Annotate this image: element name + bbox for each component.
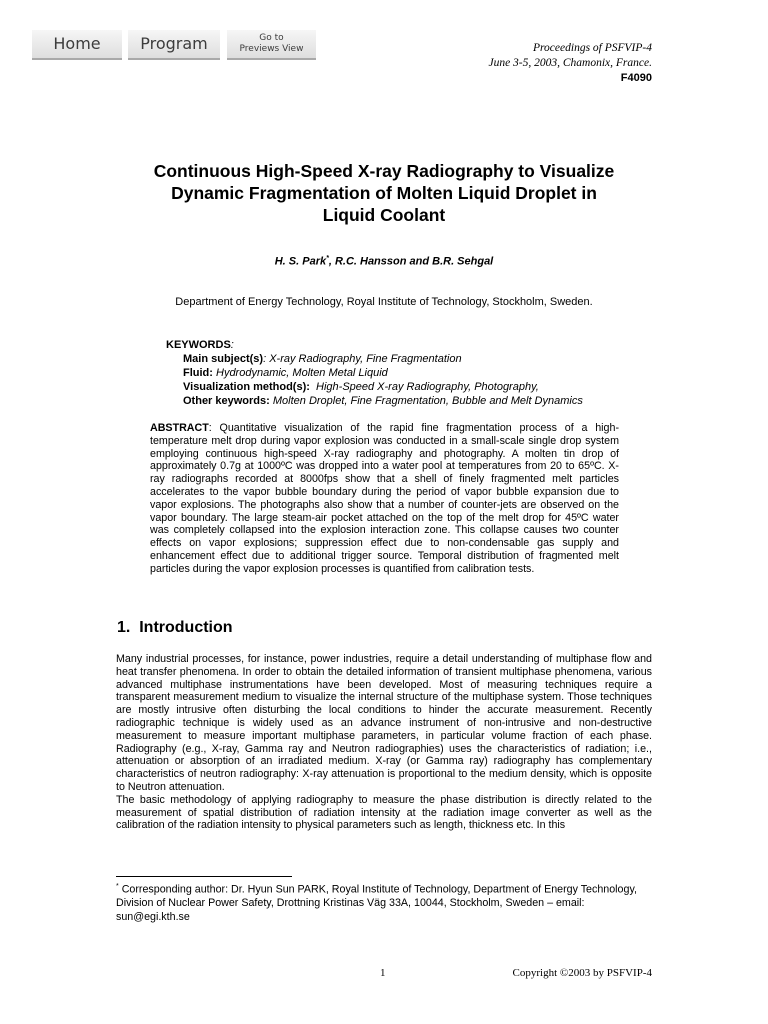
previous-view-label-line1: Go to: [259, 33, 284, 43]
conference-date-place: June 3-5, 2003, Chamonix, France.: [488, 57, 652, 69]
keywords-fluid: [183, 366, 388, 381]
keywords-label: KEYWORDS: [166, 339, 231, 351]
section-heading-introduction: 1. Introduction: [117, 619, 233, 636]
keywords-colon: :: [230, 339, 234, 351]
home-button[interactable]: [32, 30, 122, 60]
title-line-3: Liquid Coolant: [322, 205, 446, 225]
proceedings-title: Proceedings of PSFVIP-4: [532, 42, 652, 54]
author-footnote-mark: *: [326, 255, 329, 262]
main-subject-label: Main subject(s): [183, 353, 264, 365]
previous-view-label-line2: Previews View: [239, 44, 304, 54]
introduction-paragraph-1: Many industrial processes, for instance, power industries, require a detail understanding of multiphase flow and heat transfer phenomena. In order to obtain the detailed information of transient multiphase phenomena, various advanced multiphase instrumentations have been developed. Most of measuring techniques require a transparent measurement medium to visualize the internal structure of the multiphase system. Those techniques are mostly intrusive often disturbing the local conditions to hinder the accurate measurement. Recently radiographic technique is widely used as an advance instrument of non-intrusive and non-destructive measurement to measure important multiphase parameters, in particular volume fraction of each phase. Radiography (e.g., X-ray, Gamma ray and Neutron radiographies) uses the characteristics of radiation; i.e., attenuation or absorption of an irradiated medium. X-ray (or Gamma ray) radiography has complementary characteristics of neutron radiography: X-ray attenuation is proportional to the medium density, which is opposite to Neutron attenuation.: [116, 653, 652, 793]
introduction-paragraph-2: The basic methodology of applying radiography to measure the phase distribution is directly related to the measurement of spatial distribution of radiation intensity at the radiation image converter as well as the calibration of the radiation intensity to physical parameters such as length, thickness etc. In this: [116, 793, 652, 832]
program-button-label: Program: [140, 34, 208, 53]
home-button-label: Home: [53, 34, 101, 53]
fluid-label: Fluid:: [183, 367, 213, 379]
authors: [100, 255, 668, 268]
keywords-other: [183, 394, 583, 409]
keywords-visualization: [183, 380, 539, 395]
title-line-2: Dynamic Fragmentation of Molten Liquid Droplet in: [171, 183, 597, 203]
abstract: [150, 422, 619, 576]
page-number: 1: [380, 967, 386, 979]
footnote: [116, 880, 656, 924]
other-authors: , R.C. Hansson and B.R. Sehgal: [328, 255, 494, 268]
title-line-1: Continuous High-Speed X-ray Radiography to Visualize: [153, 161, 615, 181]
visualization-value: High-Speed X-ray Radiography, Photography,: [309, 381, 539, 393]
footnote-text: Corresponding author: Dr. Hyun Sun PARK, Royal Institute of Technology, Department of Energy Technology, Division of Nuclear Power Safety, Drottning Kristinas Väg 33A, 10044, Stockholm, Sweden – email: sun@egi.kth.se: [116, 883, 637, 923]
visualization-label: Visualization method(s):: [183, 381, 310, 393]
footnote-divider: [116, 876, 292, 877]
abstract-label: ABSTRACT: [150, 422, 209, 434]
paper-id: F4090: [620, 72, 652, 84]
other-keywords-label: Other keywords:: [183, 395, 270, 407]
keywords-heading: [166, 338, 234, 353]
author-1: H. S. Park: [274, 255, 327, 268]
keywords-main-subject: [183, 352, 462, 367]
footnote-mark: *: [116, 883, 119, 890]
abstract-text: : Quantitative visualization of the rapid fine fragmentation process of a high-temperature melt drop during vapor explosion was conducted in a small-scale single drop system employing continuous high-speed X-ray radiography and photography. A molten tin drop of approximately 0.7g at 1000ºC was dropped into a water pool at temperatures from 20 to 65ºC. X-ray radiographs recorded at 8000fps show that a shell of finely fragmented melt particles accelerates to the vapor bubble boundary during the period of vapor bubble expansion due to vapor explosions. The photographs also show that a number of counter-jets are observed on the vapor boundary. The large steam-air pocket attached on the top of the melt drop for 45ºC water was completely collapsed into the explosion interaction zone. This collapse causes two counter effects on vapor explosions; suppression effect due to non-condensable gas supply and enhancement effect due to additional trigger source. Temporal distribution of fragmented melt particles during the vapor explosion processes is quantified from calibration tests.: [150, 422, 619, 575]
affiliation: Department of Energy Technology, Royal Institute of Technology, Stockholm, Sweden.: [175, 296, 593, 308]
copyright-notice: Copyright ©2003 by PSFVIP-4: [512, 967, 652, 979]
other-keywords-value: Molten Droplet, Fine Fragmentation, Bubble and Melt Dynamics: [269, 395, 583, 407]
program-button[interactable]: [128, 30, 220, 60]
paper-title: [100, 160, 668, 226]
main-subject-value: : X-ray Radiography, Fine Fragmentation: [263, 353, 462, 365]
introduction-body: [116, 653, 652, 832]
fluid-value: Hydrodynamic, Molten Metal Liquid: [212, 367, 388, 379]
previous-view-button[interactable]: [227, 30, 316, 60]
